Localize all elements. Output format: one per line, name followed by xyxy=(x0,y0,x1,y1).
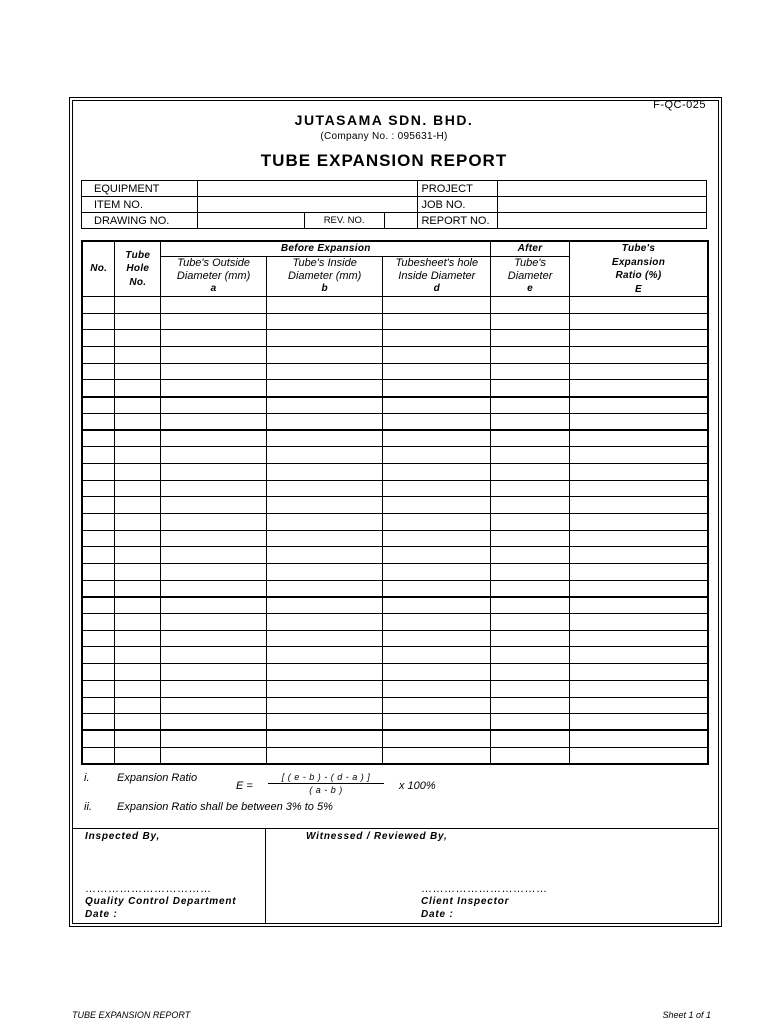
table-cell[interactable] xyxy=(266,447,383,464)
table-cell[interactable] xyxy=(266,747,383,764)
info-row-item xyxy=(82,197,707,213)
equipment-field[interactable] xyxy=(197,181,418,197)
table-row xyxy=(82,564,708,581)
table-cell[interactable] xyxy=(82,730,115,747)
formula-lhs: E = xyxy=(236,780,253,792)
form-code: F-QC-025 xyxy=(653,99,706,111)
table-cell[interactable] xyxy=(266,580,383,597)
table-cell[interactable] xyxy=(115,363,161,380)
after-header: After xyxy=(491,241,570,256)
table-cell[interactable] xyxy=(115,714,161,731)
table-cell[interactable] xyxy=(266,630,383,647)
table-cell[interactable] xyxy=(266,697,383,714)
table-cell[interactable] xyxy=(266,347,383,364)
table-cell[interactable] xyxy=(383,680,491,697)
table-cell[interactable] xyxy=(266,547,383,564)
table-cell[interactable] xyxy=(161,347,267,364)
note-i-text: Expansion Ratio xyxy=(117,772,198,784)
company-number: (Company No. : 095631-H) xyxy=(320,131,448,142)
table-cell[interactable] xyxy=(161,730,267,747)
table-cell[interactable] xyxy=(82,463,115,480)
table-cell[interactable] xyxy=(491,580,570,597)
table-cell[interactable] xyxy=(82,380,115,397)
table-cell[interactable] xyxy=(569,714,708,731)
table-cell[interactable] xyxy=(569,530,708,547)
table-cell[interactable] xyxy=(383,347,491,364)
note-ii-marker: ii. xyxy=(84,801,92,813)
table-cell[interactable] xyxy=(383,397,491,414)
qc-department-label: Quality Control Department xyxy=(85,896,237,907)
table-cell[interactable] xyxy=(115,747,161,764)
formula-numerator: [ ( e - b ) - ( d - a ) ] xyxy=(268,772,384,784)
table-cell[interactable] xyxy=(383,664,491,681)
col-ratio-header: Tube's Expansion Ratio (%) E xyxy=(569,241,708,297)
table-cell[interactable] xyxy=(82,480,115,497)
table-cell[interactable] xyxy=(82,630,115,647)
table-cell[interactable] xyxy=(569,614,708,631)
note-ii-text: Expansion Ratio shall be between 3% to 5% xyxy=(117,801,333,813)
note-i-marker: i. xyxy=(84,772,90,784)
table-row xyxy=(82,330,708,347)
table-cell[interactable] xyxy=(569,380,708,397)
project-field[interactable] xyxy=(498,181,707,197)
table-cell[interactable] xyxy=(161,614,267,631)
table-cell[interactable] xyxy=(115,497,161,514)
table-cell[interactable] xyxy=(115,463,161,480)
table-cell[interactable] xyxy=(266,647,383,664)
table-cell[interactable] xyxy=(491,530,570,547)
item-no-label: ITEM NO. xyxy=(82,197,198,213)
table-cell[interactable] xyxy=(115,614,161,631)
table-cell[interactable] xyxy=(82,330,115,347)
table-cell[interactable] xyxy=(115,564,161,581)
table-cell[interactable] xyxy=(569,347,708,364)
table-cell[interactable] xyxy=(383,413,491,430)
drawing-no-label: DRAWING NO. xyxy=(82,213,198,229)
col-inside-header: Tube's Inside Diameter (mm) b xyxy=(266,256,383,296)
table-row xyxy=(82,513,708,530)
table-cell[interactable] xyxy=(491,330,570,347)
table-cell[interactable] xyxy=(115,647,161,664)
table-cell[interactable] xyxy=(491,647,570,664)
table-cell[interactable] xyxy=(569,497,708,514)
report-title: TUBE EXPANSION REPORT xyxy=(260,151,508,170)
col-tube-hole-header: Tube Hole No. xyxy=(115,241,161,297)
table-cell[interactable] xyxy=(82,680,115,697)
info-table xyxy=(81,180,707,229)
table-row xyxy=(82,614,708,631)
col-no-header: No. xyxy=(82,241,115,297)
table-cell[interactable] xyxy=(569,564,708,581)
table-cell[interactable] xyxy=(82,664,115,681)
table-cell[interactable] xyxy=(82,347,115,364)
table-cell[interactable] xyxy=(569,297,708,314)
table-cell[interactable] xyxy=(491,597,570,614)
company-name: JUTASAMA SDN. BHD. xyxy=(294,112,474,128)
table-cell[interactable] xyxy=(115,680,161,697)
table-row xyxy=(82,597,708,614)
table-cell[interactable] xyxy=(82,313,115,330)
table-cell[interactable] xyxy=(491,730,570,747)
table-cell[interactable] xyxy=(491,714,570,731)
table-cell[interactable] xyxy=(161,497,267,514)
footer-sheet: Sheet 1 of 1 xyxy=(662,1010,711,1020)
item-no-field[interactable] xyxy=(197,197,418,213)
table-cell[interactable] xyxy=(82,430,115,447)
header-row-1 xyxy=(82,241,708,256)
table-cell[interactable] xyxy=(383,363,491,380)
table-cell[interactable] xyxy=(383,647,491,664)
witnessed-signature-line[interactable]: …………………………… xyxy=(421,883,548,895)
table-cell[interactable] xyxy=(161,297,267,314)
table-cell[interactable] xyxy=(115,413,161,430)
table-cell[interactable] xyxy=(491,747,570,764)
table-cell[interactable] xyxy=(569,397,708,414)
table-cell[interactable] xyxy=(115,580,161,597)
table-row xyxy=(82,697,708,714)
table-cell[interactable] xyxy=(161,463,267,480)
table-cell[interactable] xyxy=(491,297,570,314)
table-cell[interactable] xyxy=(115,347,161,364)
table-cell[interactable] xyxy=(266,680,383,697)
table-cell[interactable] xyxy=(115,313,161,330)
table-cell[interactable] xyxy=(82,747,115,764)
table-cell[interactable] xyxy=(569,447,708,464)
col-after-header: Tube's Diameter e xyxy=(491,256,570,296)
table-cell[interactable] xyxy=(266,363,383,380)
table-cell[interactable] xyxy=(569,730,708,747)
table-row xyxy=(82,397,708,414)
table-cell[interactable] xyxy=(266,664,383,681)
table-cell[interactable] xyxy=(491,380,570,397)
table-row xyxy=(82,480,708,497)
inspected-by-label: Inspected By, xyxy=(85,831,161,842)
table-cell[interactable] xyxy=(161,697,267,714)
table-cell[interactable] xyxy=(161,513,267,530)
table-cell[interactable] xyxy=(161,313,267,330)
table-cell[interactable] xyxy=(383,714,491,731)
info-row-equipment xyxy=(82,181,707,197)
table-row xyxy=(82,714,708,731)
table-cell[interactable] xyxy=(383,630,491,647)
table-cell[interactable] xyxy=(383,530,491,547)
project-label: PROJECT xyxy=(418,181,498,197)
table-cell[interactable] xyxy=(491,413,570,430)
table-cell[interactable] xyxy=(383,297,491,314)
table-cell[interactable] xyxy=(491,497,570,514)
table-cell[interactable] xyxy=(82,714,115,731)
table-cell[interactable] xyxy=(266,397,383,414)
table-cell[interactable] xyxy=(383,730,491,747)
table-cell[interactable] xyxy=(383,330,491,347)
rev-no-label: REV. NO. xyxy=(304,213,384,229)
equipment-label: EQUIPMENT xyxy=(82,181,198,197)
witnessed-by-label: Witnessed / Reviewed By, xyxy=(306,831,448,842)
table-row xyxy=(82,664,708,681)
table-cell[interactable] xyxy=(161,680,267,697)
table-cell[interactable] xyxy=(115,730,161,747)
table-cell[interactable] xyxy=(383,564,491,581)
table-cell[interactable] xyxy=(383,513,491,530)
col-tubesheet-header: Tubesheet's hole Inside Diameter d xyxy=(383,256,491,296)
table-cell[interactable] xyxy=(266,564,383,581)
table-cell[interactable] xyxy=(82,530,115,547)
table-cell[interactable] xyxy=(383,313,491,330)
table-row xyxy=(82,380,708,397)
table-row xyxy=(82,580,708,597)
table-cell[interactable] xyxy=(383,447,491,464)
table-cell[interactable] xyxy=(383,380,491,397)
table-cell[interactable] xyxy=(82,597,115,614)
table-cell[interactable] xyxy=(491,614,570,631)
table-cell[interactable] xyxy=(569,313,708,330)
table-cell[interactable] xyxy=(115,513,161,530)
table-cell[interactable] xyxy=(115,430,161,447)
table-cell[interactable] xyxy=(491,630,570,647)
table-cell[interactable] xyxy=(82,397,115,414)
table-cell[interactable] xyxy=(266,430,383,447)
table-row xyxy=(82,547,708,564)
table-cell[interactable] xyxy=(491,564,570,581)
formula-multiplier: x 100% xyxy=(399,780,436,792)
formula-fraction xyxy=(268,772,384,795)
table-row xyxy=(82,297,708,314)
table-cell[interactable] xyxy=(491,313,570,330)
table-cell[interactable] xyxy=(266,530,383,547)
table-cell[interactable] xyxy=(82,363,115,380)
table-row xyxy=(82,647,708,664)
table-cell[interactable] xyxy=(266,480,383,497)
table-row xyxy=(82,413,708,430)
table-cell[interactable] xyxy=(569,363,708,380)
table-cell[interactable] xyxy=(115,530,161,547)
table-cell[interactable] xyxy=(383,597,491,614)
table-cell[interactable] xyxy=(161,564,267,581)
table-cell[interactable] xyxy=(569,513,708,530)
table-row xyxy=(82,730,708,747)
table-cell[interactable] xyxy=(161,330,267,347)
table-row xyxy=(82,363,708,380)
table-cell[interactable] xyxy=(491,347,570,364)
table-cell[interactable] xyxy=(266,614,383,631)
table-row xyxy=(82,747,708,764)
table-cell[interactable] xyxy=(266,714,383,731)
table-row xyxy=(82,463,708,480)
table-cell[interactable] xyxy=(491,430,570,447)
table-cell[interactable] xyxy=(82,580,115,597)
table-cell[interactable] xyxy=(491,447,570,464)
table-cell[interactable] xyxy=(266,413,383,430)
table-cell[interactable] xyxy=(161,413,267,430)
table-cell[interactable] xyxy=(491,680,570,697)
table-cell[interactable] xyxy=(115,480,161,497)
table-cell[interactable] xyxy=(161,630,267,647)
table-row xyxy=(82,347,708,364)
table-cell[interactable] xyxy=(383,480,491,497)
table-cell[interactable] xyxy=(161,747,267,764)
table-cell[interactable] xyxy=(569,597,708,614)
table-cell[interactable] xyxy=(82,447,115,464)
table-cell[interactable] xyxy=(569,680,708,697)
table-cell[interactable] xyxy=(161,530,267,547)
table-cell[interactable] xyxy=(491,397,570,414)
info-row-drawing xyxy=(82,213,707,229)
table-cell[interactable] xyxy=(383,430,491,447)
table-cell[interactable] xyxy=(569,430,708,447)
table-cell[interactable] xyxy=(82,564,115,581)
table-cell[interactable] xyxy=(115,447,161,464)
table-cell[interactable] xyxy=(266,313,383,330)
before-expansion-header: Before Expansion xyxy=(161,241,491,256)
table-cell[interactable] xyxy=(82,413,115,430)
table-cell[interactable] xyxy=(161,430,267,447)
table-cell[interactable] xyxy=(82,647,115,664)
table-cell[interactable] xyxy=(161,580,267,597)
table-row xyxy=(82,447,708,464)
table-cell[interactable] xyxy=(383,497,491,514)
table-cell[interactable] xyxy=(383,697,491,714)
table-cell[interactable] xyxy=(115,547,161,564)
table-cell[interactable] xyxy=(569,647,708,664)
table-cell[interactable] xyxy=(569,630,708,647)
table-cell[interactable] xyxy=(383,580,491,597)
signature-divider xyxy=(265,828,266,924)
table-cell[interactable] xyxy=(266,497,383,514)
table-cell[interactable] xyxy=(491,363,570,380)
table-cell[interactable] xyxy=(266,380,383,397)
table-cell[interactable] xyxy=(569,580,708,597)
table-cell[interactable] xyxy=(266,730,383,747)
report-no-field[interactable] xyxy=(498,213,707,229)
table-cell[interactable] xyxy=(383,547,491,564)
table-cell[interactable] xyxy=(115,397,161,414)
table-cell[interactable] xyxy=(569,413,708,430)
job-no-field[interactable] xyxy=(498,197,707,213)
table-cell[interactable] xyxy=(266,463,383,480)
client-inspector-label: Client Inspector xyxy=(421,896,510,907)
expansion-table xyxy=(81,240,709,765)
table-cell[interactable] xyxy=(569,480,708,497)
table-row xyxy=(82,680,708,697)
table-cell[interactable] xyxy=(115,697,161,714)
table-cell[interactable] xyxy=(161,397,267,414)
table-cell[interactable] xyxy=(161,647,267,664)
table-cell[interactable] xyxy=(491,513,570,530)
table-cell[interactable] xyxy=(115,330,161,347)
table-cell[interactable] xyxy=(82,497,115,514)
table-cell[interactable] xyxy=(266,597,383,614)
table-cell[interactable] xyxy=(82,547,115,564)
job-no-label: JOB NO. xyxy=(418,197,498,213)
table-cell[interactable] xyxy=(115,380,161,397)
table-row xyxy=(82,430,708,447)
table-body xyxy=(82,297,708,764)
table-cell[interactable] xyxy=(82,697,115,714)
table-row xyxy=(82,497,708,514)
table-row xyxy=(82,530,708,547)
table-cell[interactable] xyxy=(115,664,161,681)
table-cell[interactable] xyxy=(161,714,267,731)
table-cell[interactable] xyxy=(161,480,267,497)
drawing-no-field[interactable] xyxy=(197,213,304,229)
table-cell[interactable] xyxy=(115,597,161,614)
table-cell[interactable] xyxy=(82,614,115,631)
footer-title: TUBE EXPANSION REPORT xyxy=(72,1010,191,1020)
table-cell[interactable] xyxy=(161,363,267,380)
table-cell[interactable] xyxy=(569,547,708,564)
table-cell[interactable] xyxy=(115,297,161,314)
table-row xyxy=(82,313,708,330)
table-cell[interactable] xyxy=(115,630,161,647)
witnessed-date-label: Date : xyxy=(421,909,454,920)
table-cell[interactable] xyxy=(383,747,491,764)
table-cell[interactable] xyxy=(161,547,267,564)
rev-no-field[interactable] xyxy=(384,213,418,229)
table-cell[interactable] xyxy=(383,463,491,480)
inspected-signature-line[interactable]: …………………………… xyxy=(85,883,212,895)
table-cell[interactable] xyxy=(266,297,383,314)
table-cell[interactable] xyxy=(569,747,708,764)
table-cell[interactable] xyxy=(82,513,115,530)
inspected-date-label: Date : xyxy=(85,909,118,920)
table-cell[interactable] xyxy=(266,330,383,347)
table-cell[interactable] xyxy=(569,463,708,480)
report-no-label: REPORT NO. xyxy=(418,213,498,229)
table-cell[interactable] xyxy=(491,463,570,480)
table-cell[interactable] xyxy=(82,297,115,314)
table-cell[interactable] xyxy=(491,697,570,714)
table-cell[interactable] xyxy=(569,330,708,347)
table-cell[interactable] xyxy=(491,547,570,564)
table-cell[interactable] xyxy=(491,480,570,497)
table-cell[interactable] xyxy=(266,513,383,530)
table-cell[interactable] xyxy=(569,664,708,681)
table-row xyxy=(82,630,708,647)
table-cell[interactable] xyxy=(491,664,570,681)
table-cell[interactable] xyxy=(161,664,267,681)
table-cell[interactable] xyxy=(383,614,491,631)
table-cell[interactable] xyxy=(569,697,708,714)
table-cell[interactable] xyxy=(161,380,267,397)
col-outside-header: Tube's Outside Diameter (mm) a xyxy=(161,256,267,296)
formula-denominator: ( a - b ) xyxy=(309,785,343,795)
table-cell[interactable] xyxy=(161,597,267,614)
table-cell[interactable] xyxy=(161,447,267,464)
